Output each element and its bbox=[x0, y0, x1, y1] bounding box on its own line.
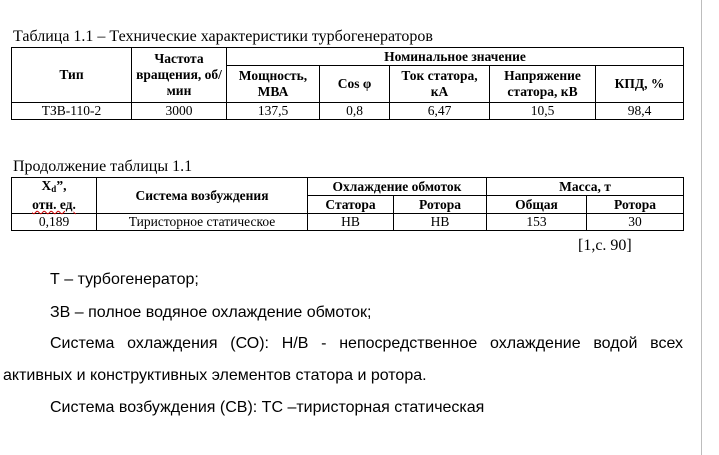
table-row bbox=[12, 103, 684, 120]
paragraph-cooling-system-cont: активных и конструктивных элементов статора и ротора. bbox=[3, 367, 427, 384]
header-stator: Статора bbox=[308, 196, 394, 214]
table2-caption: Продолжение таблицы 1.1 bbox=[13, 158, 193, 175]
cell-voltage: 10,5 bbox=[490, 103, 596, 120]
xd-prime: ”, bbox=[56, 178, 67, 193]
header-rotor: Ротора bbox=[394, 196, 487, 214]
paragraph-excitation-system: Система возбуждения (СВ): ТС –тиристорная статическая bbox=[50, 399, 485, 416]
header-cos-phi: Cos φ bbox=[320, 66, 390, 103]
header-excitation-system: Система возбуждения bbox=[97, 178, 308, 214]
cell-power: 137,5 bbox=[227, 103, 320, 120]
xd-symbol: X bbox=[41, 178, 52, 193]
header-mass-total: Общая bbox=[487, 196, 587, 214]
header-xd bbox=[12, 178, 97, 214]
cell-frequency: 3000 bbox=[132, 103, 227, 120]
header-rotation-frequency: Частота вращения, об/мин bbox=[132, 48, 227, 103]
cell-efficiency: 98,4 bbox=[596, 103, 684, 120]
cell-stator-cooling: НВ bbox=[308, 214, 394, 231]
paragraph-zv-definition: ЗВ – полное водяное охлаждение обмоток; bbox=[50, 304, 372, 321]
specs-table-continued bbox=[11, 177, 684, 231]
header-mass: Масса, т bbox=[487, 178, 684, 196]
source-reference: [1,с. 90] bbox=[578, 237, 632, 254]
xd-subscript: d bbox=[51, 184, 57, 194]
paragraph-cooling-system: Система охлаждения (СО): Н/В - непосредственное охлаждение водой всех bbox=[50, 335, 683, 352]
specs-table bbox=[11, 47, 684, 120]
header-stator-current: Ток статора, кА bbox=[390, 66, 490, 103]
cell-type: ТЗВ-110-2 bbox=[12, 103, 132, 120]
xd-unit: отн. ед. bbox=[32, 197, 76, 212]
cell-cos-phi: 0,8 bbox=[320, 103, 390, 120]
cell-current: 6,47 bbox=[390, 103, 490, 120]
header-nominal-values: Номинальное значение bbox=[227, 48, 684, 66]
page-edge-line bbox=[701, 0, 702, 455]
header-efficiency: КПД, % bbox=[596, 66, 684, 103]
header-type: Тип bbox=[12, 48, 132, 103]
table-row bbox=[12, 214, 684, 231]
cell-mass-total: 153 bbox=[487, 214, 587, 231]
header-power: Мощность, МВА bbox=[227, 66, 320, 103]
paragraph-t-definition: Т – турбогенератор; bbox=[50, 271, 199, 288]
header-mass-rotor: Ротора bbox=[587, 196, 684, 214]
cell-mass-rotor: 30 bbox=[587, 214, 684, 231]
table1-caption: Таблица 1.1 – Технические характеристики турбогенераторов bbox=[13, 28, 433, 45]
cell-xd: 0,189 bbox=[12, 214, 97, 231]
cell-rotor-cooling: НВ bbox=[394, 214, 487, 231]
header-winding-cooling: Охлаждение обмоток bbox=[308, 178, 487, 196]
cell-excitation: Тиристорное статическое bbox=[97, 214, 308, 231]
header-stator-voltage: Напряжение статора, кВ bbox=[490, 66, 596, 103]
